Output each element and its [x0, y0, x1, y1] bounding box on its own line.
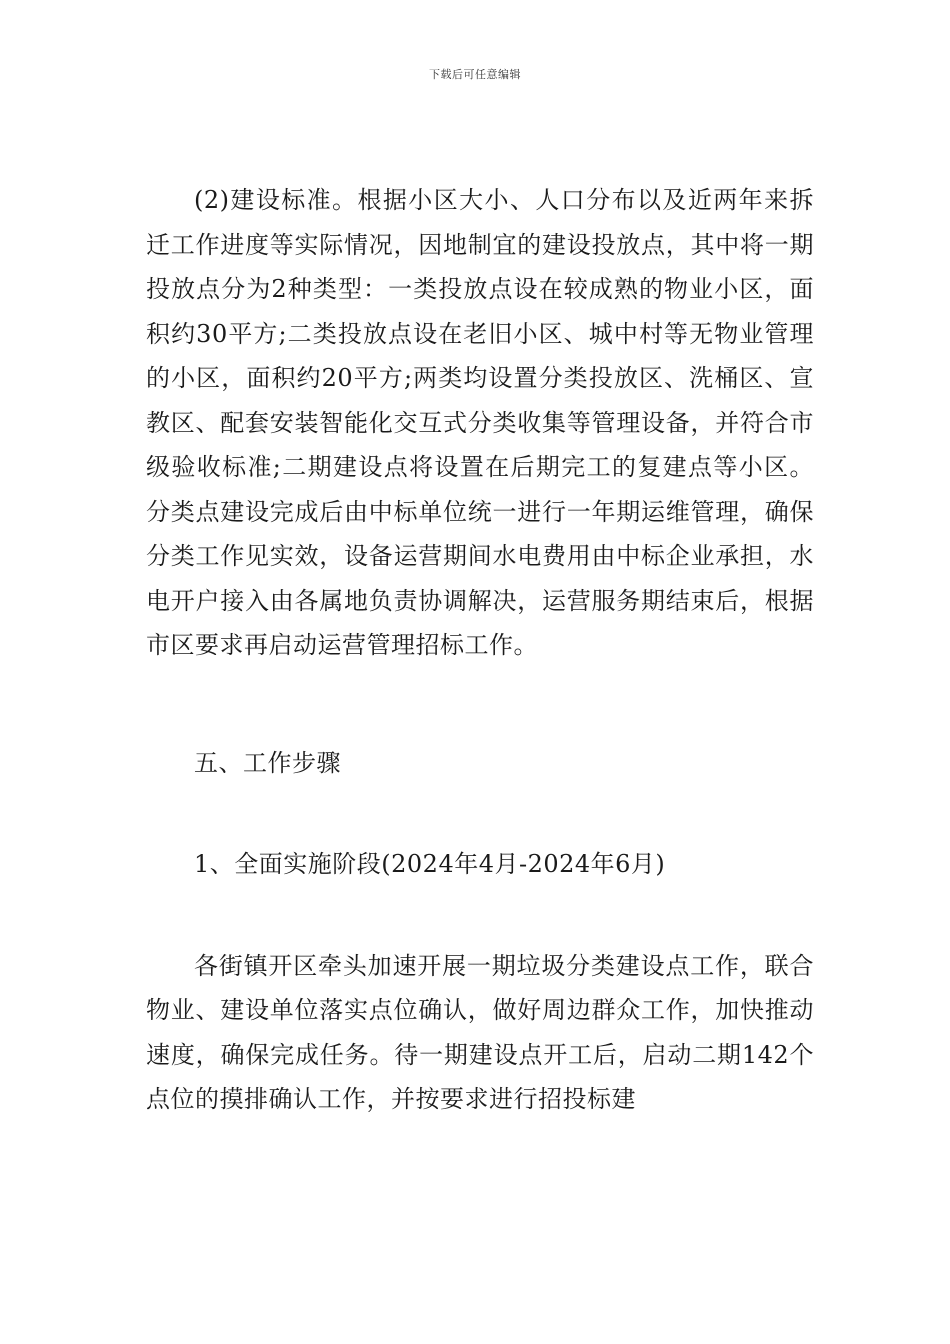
phase-subheading: 1、全面实施阶段(2024年4月-2024年6月) [194, 850, 666, 878]
spacer [146, 668, 814, 741]
page-header-note: 下载后可任意编辑 [429, 68, 521, 81]
section-heading: 五、工作步骤 [194, 748, 341, 777]
paragraph-implementation: 各街镇开区牵头加速开展一期垃圾分类建设点工作，联合物业、建设单位落实点位确认，做好周边群众工作，加快推动速度，确保完成任务。待一期建设点开工后，启动二期142个点位的摸排确认工作，并按要求进行招投标建 [146, 951, 814, 1113]
paragraph-construction-standard: (2)建设标准。根据小区大小、人口分布以及近两年来拆迁工作进度等实际情况，因地制宜的建设投放点，其中将一期投放点分为2种类型：一类投放点设在较成熟的物业小区，面积约30平方;二类投放点设在老旧小区、城中村等无物业管理的小区，面积约20平方;两类均设置分类投放区、洗桶区、宣教区、配套安装智能化交互式分类收集等管理设备，并符合市级验收标准;二期建设点将设置在后期完工的复建点等小区。分类点建设完成后由中标单位统一进行一年期运维管理，确保分类工作见实效，设备运营期间水电费用由中标企业承担，水电开户接入由各属地负责协调解决，运营服务期结束后，根据市区要求再启动运营管理招标工作。 [146, 186, 814, 659]
spacer [146, 887, 814, 944]
document-body [146, 178, 814, 1122]
spacer [146, 785, 814, 842]
